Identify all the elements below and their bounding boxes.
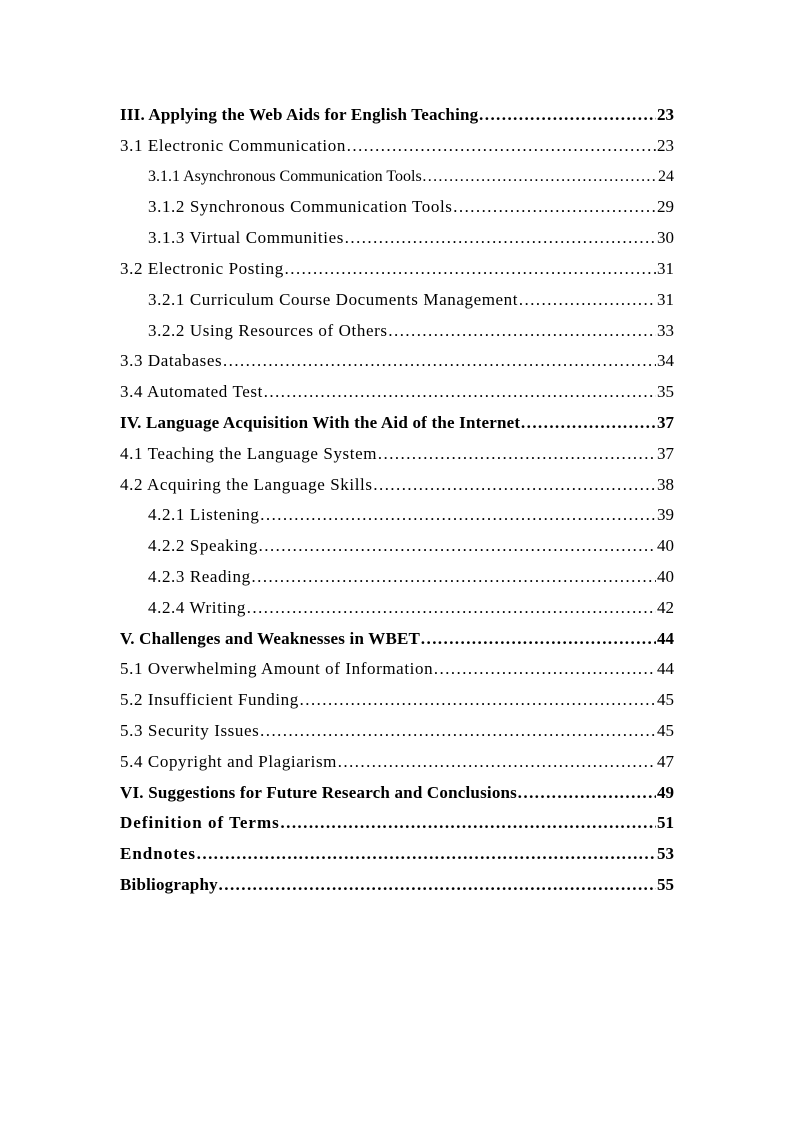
toc-entry-3-1-1[interactable] xyxy=(120,162,674,193)
toc-entry-page: 39 xyxy=(657,505,674,525)
toc-entry-title: Bibliography xyxy=(120,874,218,894)
toc-entry-title: 3.1.3 Virtual Communities xyxy=(148,228,344,248)
toc-entry-3-2-2[interactable] xyxy=(120,316,674,347)
toc-dot-leader xyxy=(263,377,656,408)
toc-entry-title: 4.2.4 Writing xyxy=(148,597,246,617)
toc-entry-page: 55 xyxy=(657,874,674,894)
toc-entry-title: 5.4 Copyright and Plagiarism xyxy=(120,751,338,771)
toc-entry-page: 47 xyxy=(657,751,674,771)
toc-entry-title: 4.1 Teaching the Language System xyxy=(120,443,378,463)
toc-dot-leader xyxy=(280,808,656,839)
toc-dot-leader xyxy=(246,593,656,624)
toc-entry-page: 37 xyxy=(657,443,674,463)
toc-entry-page: 38 xyxy=(657,474,674,494)
toc-entry-3-2[interactable] xyxy=(120,254,674,285)
toc-entry-title: 3.3 Databases xyxy=(120,351,223,371)
toc-entry-page: 31 xyxy=(657,258,674,278)
toc-entry-title: 5.2 Insufficient Funding xyxy=(120,690,299,710)
toc-entry-page: 40 xyxy=(657,566,674,586)
toc-entry-chapter-5[interactable] xyxy=(120,624,674,655)
toc-entry-page: 37 xyxy=(657,412,674,432)
toc-dot-leader xyxy=(284,254,656,285)
toc-entry-chapter-4[interactable] xyxy=(120,408,674,439)
toc-entry-title: 4.2.2 Speaking xyxy=(148,536,258,556)
toc-entry-3-1-3[interactable] xyxy=(120,223,674,254)
toc-entry-page: 34 xyxy=(657,351,674,371)
toc-dot-leader xyxy=(259,500,656,531)
toc-entry-page: 33 xyxy=(657,320,674,340)
toc-entry-title: 4.2 Acquiring the Language Skills xyxy=(120,474,373,494)
toc-entry-title: Endnotes xyxy=(120,844,197,864)
toc-entry-title: 3.1 Electronic Communication xyxy=(120,135,346,155)
toc-entry-4-2-2[interactable] xyxy=(120,531,674,562)
toc-entry-title: III. Applying the Web Aids for English Teaching xyxy=(120,105,479,124)
toc-dot-leader xyxy=(258,531,656,562)
toc-entry-chapter-6[interactable] xyxy=(120,778,674,809)
toc-entry-title: 3.2.1 Curriculum Course Documents Management xyxy=(148,289,519,309)
toc-dot-leader xyxy=(518,285,656,316)
toc-entry-title: 4.2.1 Listening xyxy=(148,505,260,525)
toc-dot-leader xyxy=(520,408,656,439)
toc-entry-5-1[interactable] xyxy=(120,654,674,685)
toc-entry-title: 3.2.2 Using Resources of Others xyxy=(148,320,388,340)
toc-entry-chapter-3[interactable] xyxy=(120,100,674,131)
toc-entry-3-2-1[interactable] xyxy=(120,285,674,316)
toc-entry-page: 49 xyxy=(657,782,674,802)
toc-entry-page: 51 xyxy=(657,813,674,833)
toc-entry-title: 3.4 Automated Test xyxy=(120,382,263,402)
toc-dot-leader xyxy=(259,716,656,747)
toc-dot-leader xyxy=(344,223,656,254)
toc-dot-leader xyxy=(517,778,656,809)
toc-dot-leader xyxy=(373,470,656,501)
toc-entry-title: V. Challenges and Weaknesses in WBET xyxy=(120,628,421,648)
toc-entry-page: 45 xyxy=(657,720,674,740)
toc-entry-page: 53 xyxy=(657,844,674,864)
toc-entry-page: 23 xyxy=(657,135,674,155)
toc-entry-4-2-4[interactable] xyxy=(120,593,674,624)
toc-entry-page: 31 xyxy=(657,289,674,309)
toc-dot-leader xyxy=(196,839,656,870)
toc-entry-5-3[interactable] xyxy=(120,716,674,747)
toc-entry-page: 35 xyxy=(657,382,674,402)
toc-entry-title: 3.1.1 Asynchronous Communication Tools xyxy=(148,167,422,185)
toc-dot-leader xyxy=(420,624,656,655)
toc-entry-3-1[interactable] xyxy=(120,131,674,162)
toc-entry-page: 40 xyxy=(657,536,674,556)
toc-entry-4-2[interactable] xyxy=(120,470,674,501)
toc-entry-page: 44 xyxy=(657,628,674,648)
toc-entry-title: 4.2.3 Reading xyxy=(148,566,251,586)
toc-entry-endnotes[interactable] xyxy=(120,839,674,870)
toc-dot-leader xyxy=(222,346,656,377)
toc-entry-page: 23 xyxy=(657,105,674,124)
toc-entry-page: 30 xyxy=(657,228,674,248)
toc-entry-definition-of-terms[interactable] xyxy=(120,808,674,839)
toc-entry-page: 42 xyxy=(657,597,674,617)
toc-dot-leader xyxy=(422,162,657,193)
table-of-contents xyxy=(120,100,674,901)
toc-dot-leader xyxy=(453,192,656,223)
toc-dot-leader xyxy=(218,870,656,901)
toc-dot-leader xyxy=(337,747,656,778)
toc-entry-3-3[interactable] xyxy=(120,346,674,377)
toc-entry-title: VI. Suggestions for Future Research and Conclusions xyxy=(120,782,517,802)
toc-entry-page: 24 xyxy=(658,167,674,185)
toc-entry-4-1[interactable] xyxy=(120,439,674,470)
toc-dot-leader xyxy=(251,562,656,593)
toc-entry-page: 44 xyxy=(657,659,674,679)
toc-entry-4-2-1[interactable] xyxy=(120,500,674,531)
toc-dot-leader xyxy=(377,439,656,470)
toc-entry-3-4[interactable] xyxy=(120,377,674,408)
toc-entry-4-2-3[interactable] xyxy=(120,562,674,593)
toc-entry-page: 45 xyxy=(657,690,674,710)
toc-dot-leader xyxy=(299,685,656,716)
toc-dot-leader xyxy=(478,100,656,131)
toc-dot-leader xyxy=(346,131,656,162)
toc-entry-page: 29 xyxy=(657,197,674,217)
toc-entry-title: 5.1 Overwhelming Amount of Information xyxy=(120,659,434,679)
toc-entry-3-1-2[interactable] xyxy=(120,192,674,223)
toc-dot-leader xyxy=(388,316,656,347)
toc-entry-title: 3.1.2 Synchronous Communication Tools xyxy=(148,197,453,217)
toc-dot-leader xyxy=(433,654,656,685)
toc-entry-bibliography[interactable] xyxy=(120,870,674,901)
toc-entry-title: Definition of Terms xyxy=(120,813,280,833)
toc-entry-title: 5.3 Security Issues xyxy=(120,720,260,740)
toc-entry-title: 3.2 Electronic Posting xyxy=(120,258,284,278)
toc-entry-title: IV. Language Acquisition With the Aid of the Internet xyxy=(120,412,521,432)
toc-entry-5-2[interactable] xyxy=(120,685,674,716)
toc-entry-5-4[interactable] xyxy=(120,747,674,778)
